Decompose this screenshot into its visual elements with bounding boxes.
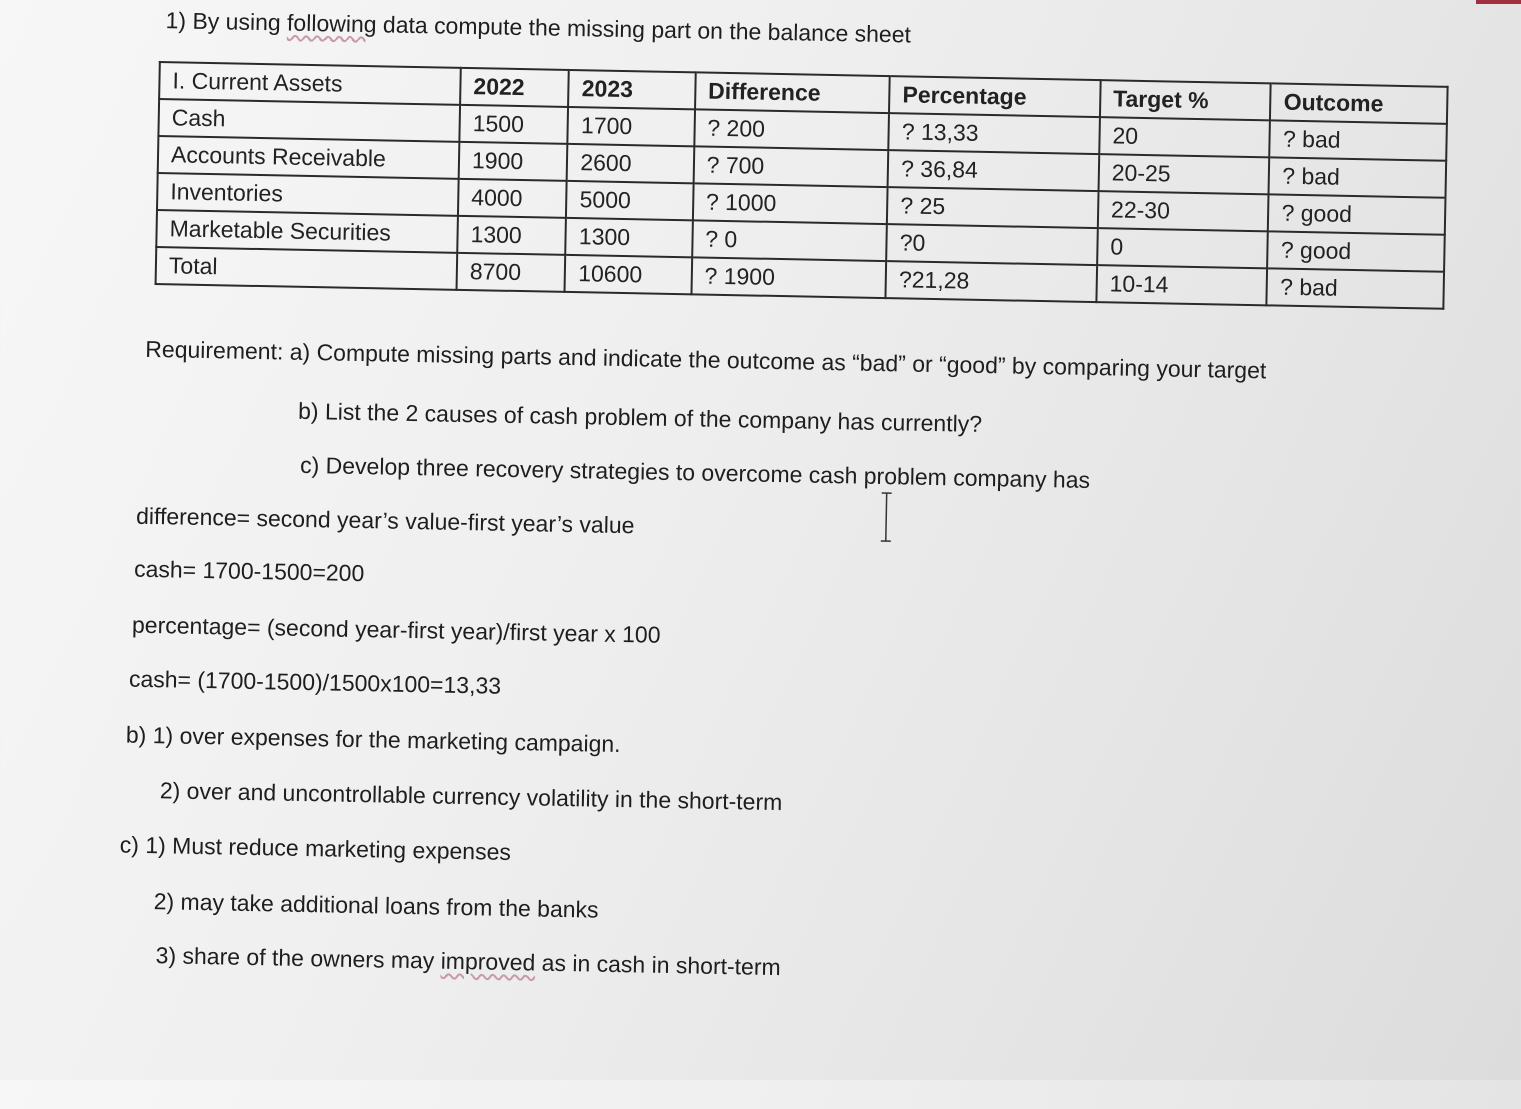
heading-text-after: data compute the missing part on the balance sheet [376,11,911,47]
answer-b1: b) 1) over expenses for the marketing campaign. [126,722,621,758]
value-percentage: ? 25 [887,187,1098,228]
row-label: Inventories [157,173,459,216]
value-2022: 1300 [457,216,566,255]
value-outcome: ? bad [1270,120,1447,160]
header-target: Target % [1100,80,1271,120]
value-percentage: ? 36,84 [888,150,1099,191]
requirement-b: b) List the 2 causes of cash problem of the company has currently? [298,398,982,438]
value-difference: ? 0 [692,220,887,261]
percentage-formula: percentage= (second year-first year)/first year x 100 [132,612,661,649]
answer-b2: 2) over and uncontrollable currency volatility in the short-term [160,777,783,816]
value-outcome: ? good [1268,231,1445,271]
answer-c3-spellcheck-word: improved [440,948,535,976]
value-2022: 1900 [459,142,568,181]
answer-c3 [155,942,781,981]
value-outcome: ? bad [1267,268,1444,308]
value-target: 20 [1099,117,1270,157]
header-current-assets: I. Current Assets [159,62,461,105]
top-edge-bar [1476,0,1521,4]
row-label: Accounts Receivable [158,136,460,179]
answer-c3-before: 3) share of the owners may [155,942,441,973]
value-difference: ? 700 [693,146,888,187]
value-2022: 1500 [459,105,568,144]
header-2022: 2022 [460,68,569,107]
header-2023: 2023 [568,70,695,109]
row-label: Cash [158,99,460,142]
requirement-a: Requirement: a) Compute missing parts and indicate the outcome as “bad” or “good” by comparing your target [145,336,1266,385]
answer-c3-after: as in cash in short-term [535,949,781,980]
value-difference: ? 200 [694,109,889,150]
header-difference: Difference [695,72,890,113]
requirement-c: c) Develop three recovery strategies to overcome cash problem company has [300,452,1090,494]
value-2023: 5000 [566,181,693,220]
value-target: 10-14 [1096,265,1267,305]
value-difference: ? 1000 [693,183,888,224]
row-label: Marketable Securities [156,210,458,253]
answer-c1: c) 1) Must reduce marketing expenses [120,831,512,866]
value-2023: 1700 [568,107,695,146]
value-2022: 8700 [457,253,566,292]
value-2023: 1300 [566,218,693,257]
heading-spellcheck-word: following [287,10,377,38]
value-outcome: ? good [1268,194,1445,234]
value-difference: ? 1900 [691,257,886,298]
header-outcome: Outcome [1270,83,1447,123]
heading-text-before: 1) By using [165,7,287,35]
value-target: 0 [1097,228,1268,268]
balance-sheet-table [155,61,1449,310]
header-percentage: Percentage [889,76,1100,117]
value-target: 22-30 [1098,191,1269,231]
value-percentage: ? 13,33 [888,113,1099,154]
value-target: 20-25 [1098,154,1269,194]
value-percentage: ?0 [886,224,1097,265]
cash-difference: cash= 1700-1500=200 [134,556,365,587]
text-cursor-icon [879,491,894,543]
value-percentage: ?21,28 [886,261,1097,302]
difference-formula: difference= second year’s value-first year’s value [136,503,635,540]
answer-c2: 2) may take additional loans from the banks [153,888,598,924]
value-2023: 2600 [567,144,694,183]
value-outcome: ? bad [1269,157,1446,197]
row-label: Total [156,247,458,290]
question-heading [165,7,911,48]
value-2022: 4000 [458,179,567,218]
value-2023: 10600 [565,255,692,294]
cash-percentage: cash= (1700-1500)/1500x100=13,33 [129,666,502,700]
